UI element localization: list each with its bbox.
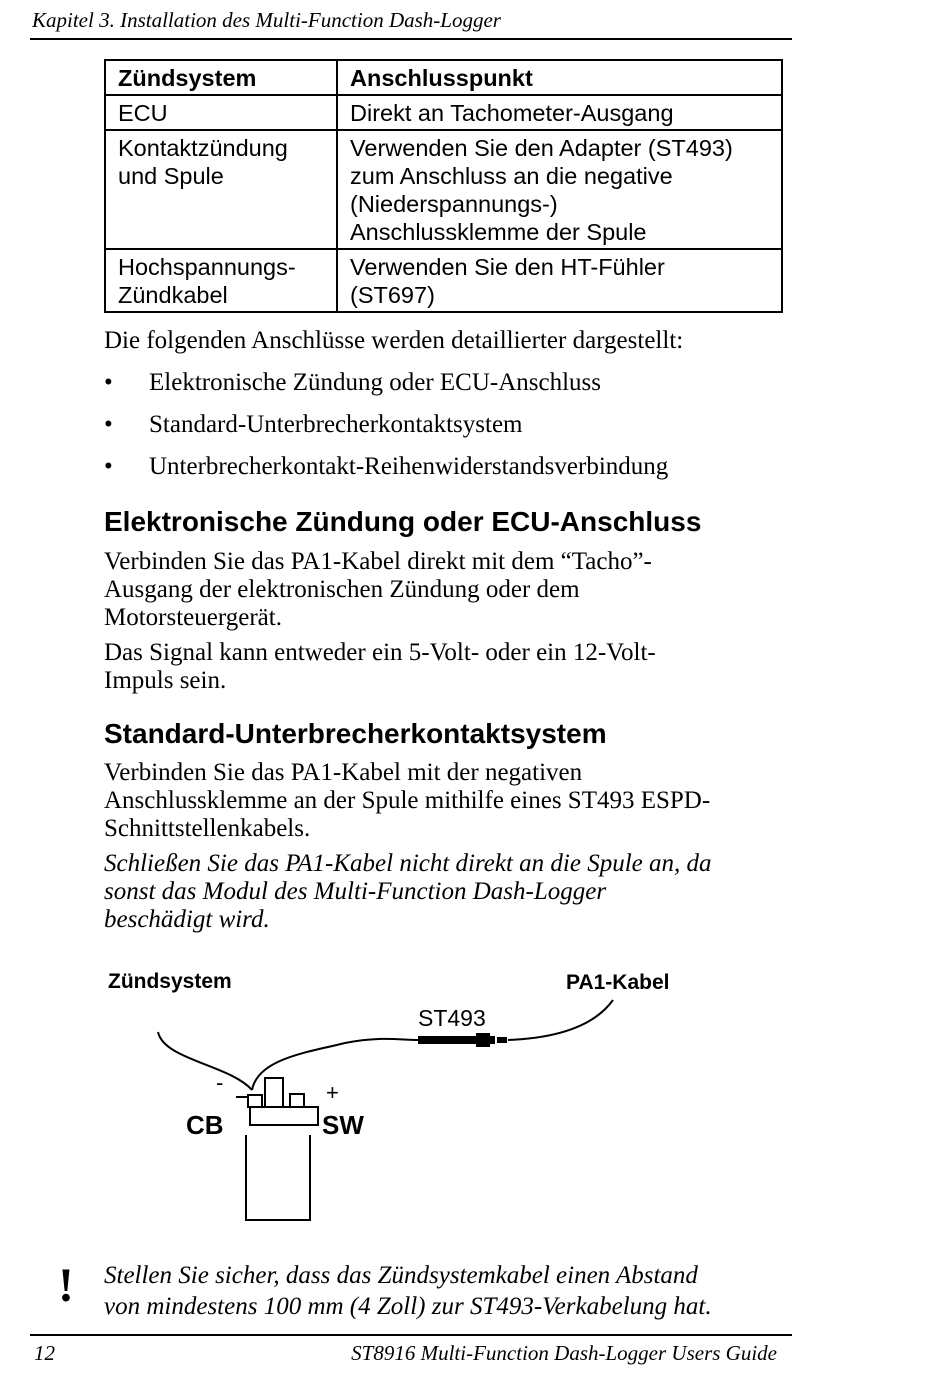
list-item-text: Elektronische Zündung oder ECU-Anschluss bbox=[149, 369, 602, 396]
label-plus: + bbox=[326, 1080, 339, 1105]
text-line: Schnittstellenkabels. bbox=[104, 815, 311, 842]
cell-line: (Niederspannungs-) bbox=[350, 191, 558, 217]
coil-terminal-negative bbox=[248, 1095, 262, 1107]
text-line: sonst das Modul des Multi-Function Dash-Logger bbox=[104, 878, 607, 905]
list-item bbox=[104, 452, 668, 494]
footer-rule bbox=[30, 1334, 792, 1336]
cell-connection bbox=[337, 130, 782, 249]
cell-line: und Spule bbox=[118, 163, 224, 189]
section-ecu-paragraph-1 bbox=[104, 548, 794, 632]
running-header: Kapitel 3. Installation des Multi-Function Dash-Logger bbox=[32, 8, 501, 32]
cell-line: Kontaktzündung bbox=[118, 135, 288, 161]
cell-line: Zündkabel bbox=[118, 282, 228, 308]
text-line: von mindestens 100 mm (4 Zoll) zur ST493-Verkabelung hat. bbox=[104, 1293, 712, 1320]
warning-text bbox=[104, 1260, 804, 1322]
coil-tower bbox=[265, 1078, 283, 1108]
text-line: Schließen Sie das PA1-Kabel nicht direkt an die Spule an, da bbox=[104, 850, 712, 877]
cell-system bbox=[105, 130, 337, 249]
list-item-text: Standard-Unterbrecherkontaktsystem bbox=[149, 411, 523, 438]
st493-connector bbox=[476, 1033, 490, 1047]
text-line: Verbinden Sie das PA1-Kabel direkt mit dem “Tacho”- bbox=[104, 548, 652, 575]
table-row bbox=[105, 249, 782, 312]
text-line: Das Signal kann entweder ein 5-Volt- oder ein 12-Volt- bbox=[104, 639, 656, 666]
column-header-system: Zündsystem bbox=[105, 60, 337, 95]
bullet-icon: • bbox=[104, 411, 113, 438]
intro-text: Die folgenden Anschlüsse werden detaillierter dargestellt: bbox=[104, 327, 684, 354]
text-line: Motorsteuergerät. bbox=[104, 604, 282, 631]
section-heading-points: Standard-Unterbrecherkontaktsystem bbox=[104, 718, 607, 749]
text-line: Verbinden Sie das PA1-Kabel mit der negativen bbox=[104, 759, 583, 786]
cell-line: zum Anschluss an die negative bbox=[350, 163, 673, 189]
section-points-paragraph bbox=[104, 759, 794, 843]
warning-icon: ! bbox=[58, 1259, 74, 1312]
cell-system: ECU bbox=[105, 95, 337, 130]
bullet-list bbox=[104, 368, 668, 494]
cell-line: (ST697) bbox=[350, 282, 435, 308]
text-line: Ausgang der elektronischen Zündung oder dem bbox=[104, 576, 580, 603]
ignition-wire bbox=[158, 1032, 252, 1090]
label-st493: ST493 bbox=[418, 1005, 486, 1031]
text-line: Stellen Sie sicher, dass das Zündsystemkabel einen Abstand bbox=[104, 1262, 698, 1289]
bullet-icon: • bbox=[104, 453, 113, 480]
st493-neck bbox=[490, 1036, 495, 1044]
cell-system bbox=[105, 249, 337, 312]
text-line: Anschlussklemme an der Spule mithilfe eines ST493 ESPD- bbox=[104, 787, 711, 814]
cell-connection: Direkt an Tachometer-Ausgang bbox=[337, 95, 782, 130]
cell-line: Verwenden Sie den Adapter (ST493) bbox=[350, 135, 733, 161]
label-cb: CB bbox=[186, 1110, 224, 1140]
list-item-text: Unterbrecherkontakt-Reihenwiderstandsverbindung bbox=[149, 453, 669, 480]
label-sw: SW bbox=[322, 1110, 364, 1140]
cell-line: Hochspannungs- bbox=[118, 254, 296, 280]
footer-title: ST8916 Multi-Function Dash-Logger Users Guide bbox=[351, 1341, 777, 1365]
column-header-connection: Anschlusspunkt bbox=[337, 60, 782, 95]
label-pa1-cable: PA1-Kabel bbox=[566, 971, 670, 994]
connection-table bbox=[104, 59, 783, 313]
text-line: Impuls sein. bbox=[104, 667, 227, 694]
section-ecu-paragraph-2 bbox=[104, 639, 794, 695]
table-header-row bbox=[105, 60, 782, 95]
cell-line: Verwenden Sie den HT-Fühler bbox=[350, 254, 665, 280]
table-row bbox=[105, 130, 782, 249]
bullet-icon: • bbox=[104, 369, 113, 396]
st493-plug bbox=[497, 1037, 507, 1043]
section-points-note bbox=[104, 850, 794, 934]
header-rule bbox=[30, 38, 792, 40]
label-ignition-system: Zündsystem bbox=[108, 970, 232, 993]
text-line: beschädigt wird. bbox=[104, 906, 270, 933]
page-number: 12 bbox=[34, 1341, 55, 1365]
coil-body bbox=[246, 1135, 310, 1220]
pa1-cable bbox=[508, 1000, 613, 1040]
list-item bbox=[104, 410, 668, 452]
list-item bbox=[104, 368, 668, 410]
section-heading-ecu: Elektronische Zündung oder ECU-Anschluss bbox=[104, 506, 702, 537]
wiring-diagram bbox=[100, 960, 700, 1230]
st493-body bbox=[418, 1036, 476, 1044]
coil-terminal-positive bbox=[290, 1094, 304, 1107]
cell-connection bbox=[337, 249, 782, 312]
table-row bbox=[105, 95, 782, 130]
coil-cap bbox=[250, 1107, 318, 1125]
label-minus: - bbox=[216, 1070, 224, 1095]
cell-line: Anschlussklemme der Spule bbox=[350, 219, 647, 245]
